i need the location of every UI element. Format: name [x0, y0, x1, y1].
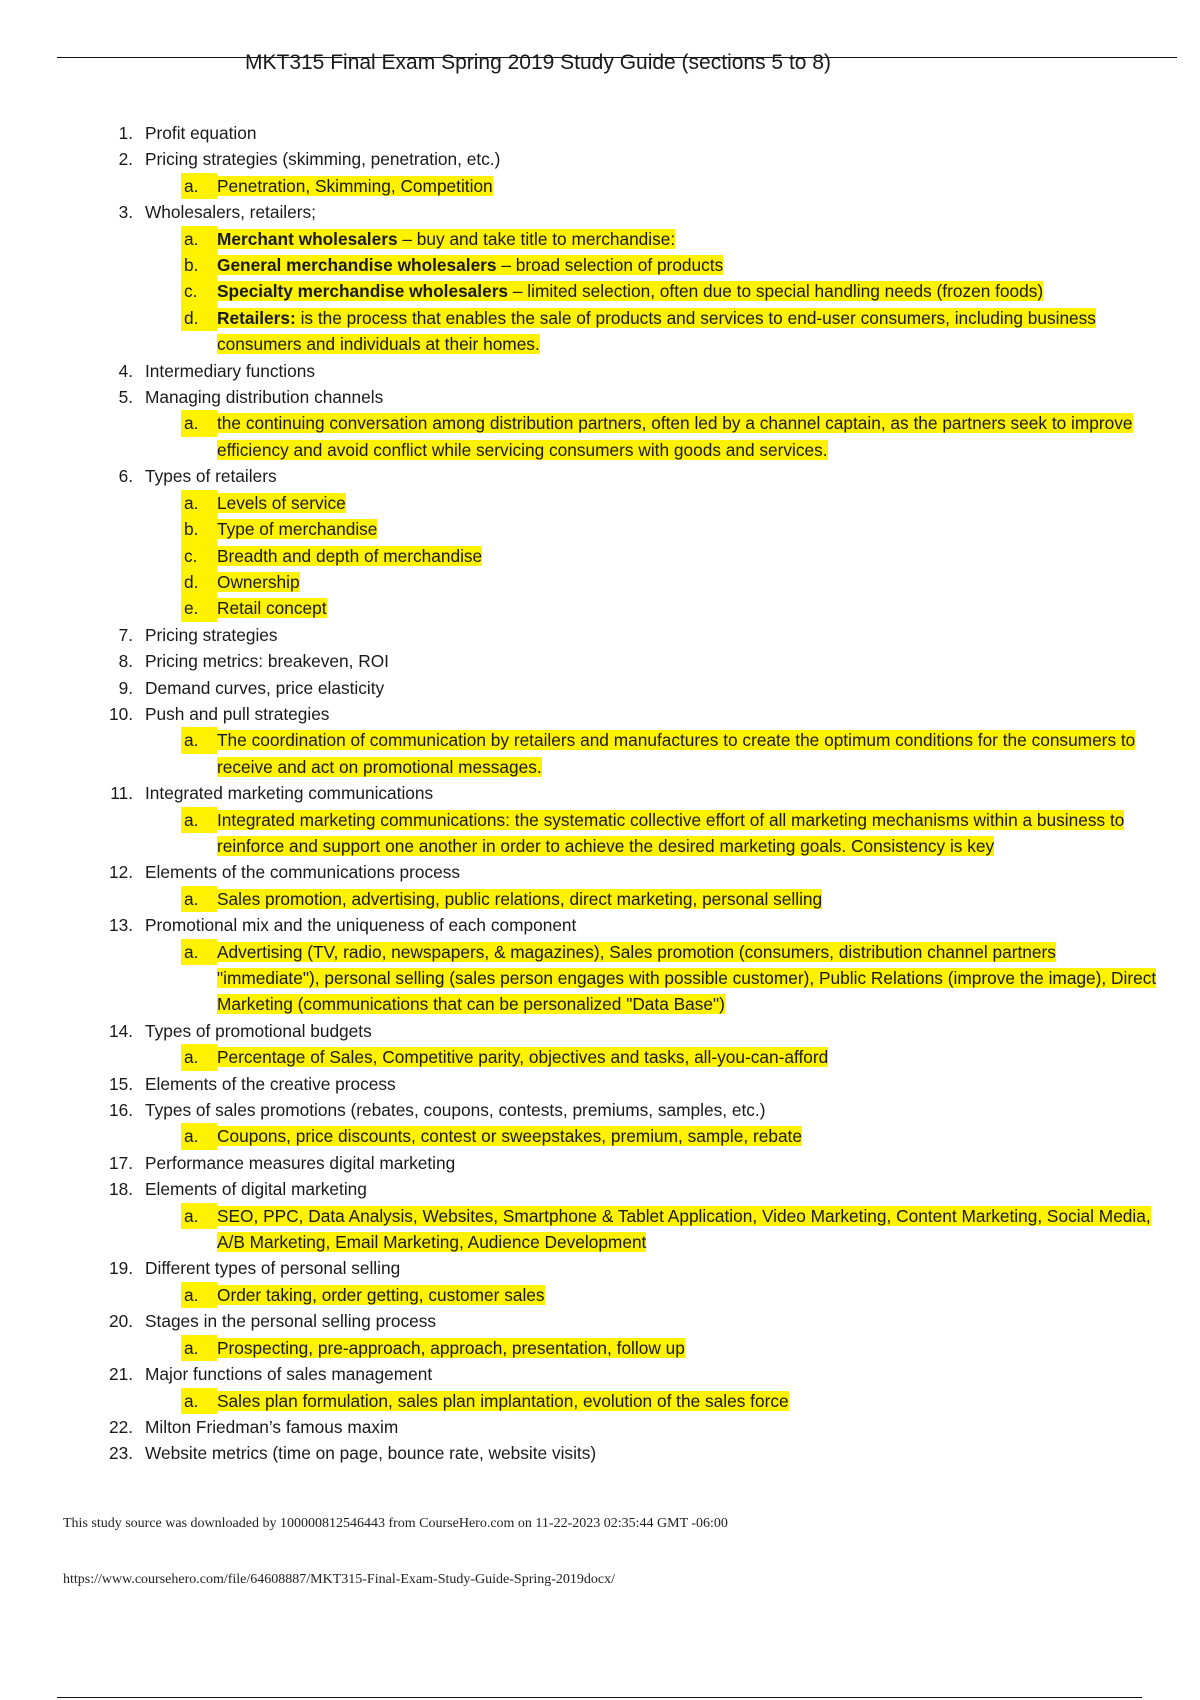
list-item: [100, 1071, 1160, 1097]
item-number: 9.: [118, 677, 133, 698]
list-item: [100, 463, 1160, 489]
item-text: Types of promotional budgets: [145, 1020, 372, 1041]
sub-item-term: Retailers:: [217, 307, 296, 328]
sub-item-text: [217, 173, 1160, 199]
list-item: [100, 120, 1160, 146]
sub-item: [100, 490, 1160, 516]
item-text: Wholesalers, retailers;: [145, 202, 316, 223]
list-item: [100, 675, 1160, 701]
sub-item-term: General merchandise wholesalers: [217, 255, 497, 276]
item-text: Website metrics (time on page, bounce rate, website visits): [145, 1443, 597, 1464]
sub-item-letter: a.: [181, 173, 217, 199]
sub-item-description: Integrated marketing communications: the systematic collective effort of all marketing mechanisms within a business to reinforce and support one another in order to achieve the desired marketing goals. Consistency is key: [217, 809, 1125, 856]
list-item: [100, 701, 1160, 727]
sub-item-term: Specialty merchandise wholesalers: [217, 281, 509, 302]
sub-item: [100, 543, 1160, 569]
sub-item-letter: d.: [181, 569, 217, 595]
item-text: Elements of the communications process: [145, 862, 461, 883]
sub-item-description: – broad selection of products: [496, 255, 724, 276]
sub-item: [100, 1282, 1160, 1308]
sub-item-text: [217, 1044, 1160, 1070]
sub-item: [100, 1123, 1160, 1149]
sub-item-description: is the process that enables the sale of products and services to end-user consumers, including business consumers and individuals at their homes.: [217, 307, 1096, 355]
item-number: 8.: [118, 651, 133, 672]
sub-item-description: The coordination of communication by retailers and manufactures to create the optimum conditions for the consumers to receive and act on promotional messages.: [217, 730, 1136, 777]
item-text: Types of retailers: [145, 466, 277, 487]
sub-item-text: [217, 807, 1160, 860]
list-item: [100, 1018, 1160, 1044]
list-item: [100, 1176, 1160, 1202]
list-item: [100, 358, 1160, 384]
list-item: [100, 780, 1160, 806]
sub-item-letter: a.: [181, 1044, 217, 1070]
item-number: 16.: [108, 1100, 133, 1121]
item-number: 21.: [108, 1364, 133, 1385]
list-item: [100, 199, 1160, 225]
sub-item-text: [217, 1282, 1160, 1308]
sub-item: [100, 595, 1160, 621]
download-note: This study source was downloaded by 100000812546443 from CourseHero.com on 11-22-2023 02:35:44 GMT -06:00: [63, 1516, 728, 1531]
sub-item: [100, 278, 1160, 304]
sub-item-letter: a.: [181, 1203, 217, 1229]
sub-item-text: [217, 1123, 1160, 1149]
list-item: [100, 622, 1160, 648]
list-item: [100, 384, 1160, 410]
list-item: [100, 648, 1160, 674]
item-text: Pricing strategies (skimming, penetration, etc.): [145, 149, 501, 170]
sub-item-text: [217, 490, 1160, 516]
item-text: Elements of the creative process: [145, 1073, 396, 1094]
item-text: Pricing strategies: [145, 624, 278, 645]
item-number: 18.: [108, 1179, 133, 1200]
sub-item-text: [217, 252, 1160, 278]
sub-item-description: Sales plan formulation, sales plan implantation, evolution of the sales force: [217, 1390, 789, 1411]
sub-item-letter: e.: [181, 595, 217, 621]
sub-item-letter: a.: [181, 226, 217, 252]
sub-item-letter: a.: [181, 1335, 217, 1361]
list-item: [100, 859, 1160, 885]
sub-item: [100, 1203, 1160, 1256]
item-text: Demand curves, price elasticity: [145, 677, 385, 698]
sub-item: [100, 1044, 1160, 1070]
sub-item-letter: a.: [181, 1388, 217, 1414]
item-number: 23.: [108, 1443, 133, 1464]
sub-item: [100, 569, 1160, 595]
item-text: Integrated marketing communications: [145, 783, 434, 804]
item-text: Elements of digital marketing: [145, 1179, 367, 1200]
sub-item-text: [217, 939, 1160, 1018]
item-number: 13.: [108, 915, 133, 936]
footer-rule: [57, 1697, 1142, 1698]
sub-item-text: [217, 226, 1160, 252]
sub-item-description: Percentage of Sales, Competitive parity, objectives and tasks, all-you-can-afford: [217, 1047, 829, 1068]
source-url: https://www.coursehero.com/file/64608887/MKT315-Final-Exam-Study-Guide-Spring-2019docx/: [63, 1572, 616, 1587]
item-number: 17.: [108, 1152, 133, 1173]
sub-item: [100, 226, 1160, 252]
sub-item-description: – limited selection, often due to special handling needs (frozen foods): [508, 281, 1044, 302]
item-number: 2.: [118, 149, 133, 170]
sub-item-description: Ownership: [217, 571, 300, 592]
item-number: 19.: [108, 1258, 133, 1279]
sub-item: [100, 305, 1160, 358]
sub-item-text: [217, 1335, 1160, 1361]
sub-item-text: [217, 886, 1160, 912]
list-item: [100, 1097, 1160, 1123]
sub-item-description: Prospecting, pre-approach, approach, presentation, follow up: [217, 1337, 685, 1358]
item-number: 6.: [118, 466, 133, 487]
sub-item-letter: a.: [181, 886, 217, 912]
sub-item: [100, 1335, 1160, 1361]
sub-item-letter: c.: [181, 543, 217, 569]
item-text: Types of sales promotions (rebates, coupons, contests, premiums, samples, etc.): [145, 1100, 766, 1121]
sub-item-description: Type of merchandise: [217, 519, 378, 540]
item-number: 11.: [110, 783, 133, 804]
sub-item: [100, 410, 1160, 463]
item-text: Intermediary functions: [145, 360, 316, 381]
item-text: Profit equation: [145, 123, 257, 143]
sub-item-letter: a.: [181, 1123, 217, 1149]
item-number: 7.: [118, 624, 133, 645]
sub-item: [100, 886, 1160, 912]
sub-item-description: Coupons, price discounts, contest or sweepstakes, premium, sample, rebate: [217, 1126, 802, 1147]
list-item: [100, 1150, 1160, 1176]
sub-item-text: [217, 595, 1160, 621]
sub-item-text: [217, 1388, 1160, 1414]
item-number: 1.: [118, 123, 133, 143]
item-text: Different types of personal selling: [145, 1258, 401, 1279]
sub-item-term: Merchant wholesalers: [217, 228, 398, 249]
study-guide-list: [100, 120, 1160, 1467]
item-text: Push and pull strategies: [145, 703, 330, 724]
list-item: [100, 912, 1160, 938]
item-number: 3.: [118, 202, 133, 223]
sub-item-description: Levels of service: [217, 492, 346, 513]
sub-item: [100, 252, 1160, 278]
sub-item-description: the continuing conversation among distribution partners, often led by a channel captain, as the partners seek to improve efficiency and avoid conflict while servicing consumers with goods and services.: [217, 413, 1133, 460]
sub-item-text: [217, 543, 1160, 569]
list-item: [100, 146, 1160, 172]
sub-item-letter: b.: [181, 516, 217, 542]
sub-item-letter: d.: [181, 305, 217, 331]
sub-item-letter: a.: [181, 490, 217, 516]
item-number: 10.: [108, 703, 133, 724]
list-item: [100, 1361, 1160, 1387]
list-item: [100, 1255, 1160, 1281]
item-number: 4.: [118, 360, 133, 381]
sub-item-letter: c.: [181, 278, 217, 304]
list-item: [100, 1440, 1160, 1466]
sub-item-text: [217, 569, 1160, 595]
sub-item: [100, 727, 1160, 780]
sub-item-text: [217, 410, 1160, 463]
sub-item-description: Retail concept: [217, 598, 327, 619]
sub-item-text: [217, 727, 1160, 780]
item-text: Stages in the personal selling process: [145, 1311, 437, 1332]
sub-item-description: SEO, PPC, Data Analysis, Websites, Smartphone & Tablet Application, Video Marketing, Content Marketing, Social Media, A/B Marketing, Email Marketing, Audience Development: [217, 1205, 1151, 1253]
item-number: 12.: [108, 862, 133, 883]
list-item: [100, 1414, 1160, 1440]
sub-item-letter: a.: [181, 727, 217, 753]
sub-item-letter: a.: [181, 1282, 217, 1308]
item-text: Managing distribution channels: [145, 387, 384, 408]
sub-item-description: Advertising (TV, radio, newspapers, & magazines), Sales promotion (consumers, distribution channel partners "immediate"), personal selling (sales person engages with possible customer), Public Relations (improve the image), Direct Marketing (communications that can be personalized "Data Base"): [217, 941, 1157, 1015]
item-text: Promotional mix and the uniqueness of each component: [145, 915, 577, 936]
item-text: Performance measures digital marketing: [145, 1152, 456, 1173]
list-item: [100, 1308, 1160, 1334]
sub-item-description: Order taking, order getting, customer sales: [217, 1284, 545, 1305]
sub-item: [100, 516, 1160, 542]
sub-item: [100, 1388, 1160, 1414]
sub-item-description: Penetration, Skimming, Competition: [217, 175, 493, 196]
item-number: 5.: [118, 387, 133, 408]
item-number: 15.: [108, 1073, 133, 1094]
sub-item-text: [217, 516, 1160, 542]
sub-item: [100, 807, 1160, 860]
item-text: Pricing metrics: breakeven, ROI: [145, 651, 389, 672]
sub-item-letter: a.: [181, 939, 217, 965]
sub-item-letter: b.: [181, 252, 217, 278]
sub-item-description: – buy and take title to merchandise:: [397, 228, 676, 249]
sub-item: [100, 173, 1160, 199]
sub-item-text: [217, 1203, 1160, 1256]
page-title: MKT315 Final Exam Spring 2019 Study Guide (sections 5 to 8): [245, 51, 831, 74]
item-number: 20.: [108, 1311, 133, 1332]
item-text: Major functions of sales management: [145, 1364, 433, 1385]
sub-item-letter: a.: [181, 410, 217, 436]
sub-item-text: [217, 305, 1160, 358]
sub-item: [100, 939, 1160, 1018]
item-text: Milton Friedman’s famous maxim: [145, 1416, 399, 1437]
item-number: 14.: [108, 1020, 133, 1041]
sub-item-text: [217, 278, 1160, 304]
sub-item-letter: a.: [181, 807, 217, 833]
sub-item-description: Breadth and depth of merchandise: [217, 545, 483, 566]
sub-item-description: Sales promotion, advertising, public relations, direct marketing, personal selling: [217, 888, 823, 909]
item-number: 22.: [108, 1416, 133, 1437]
